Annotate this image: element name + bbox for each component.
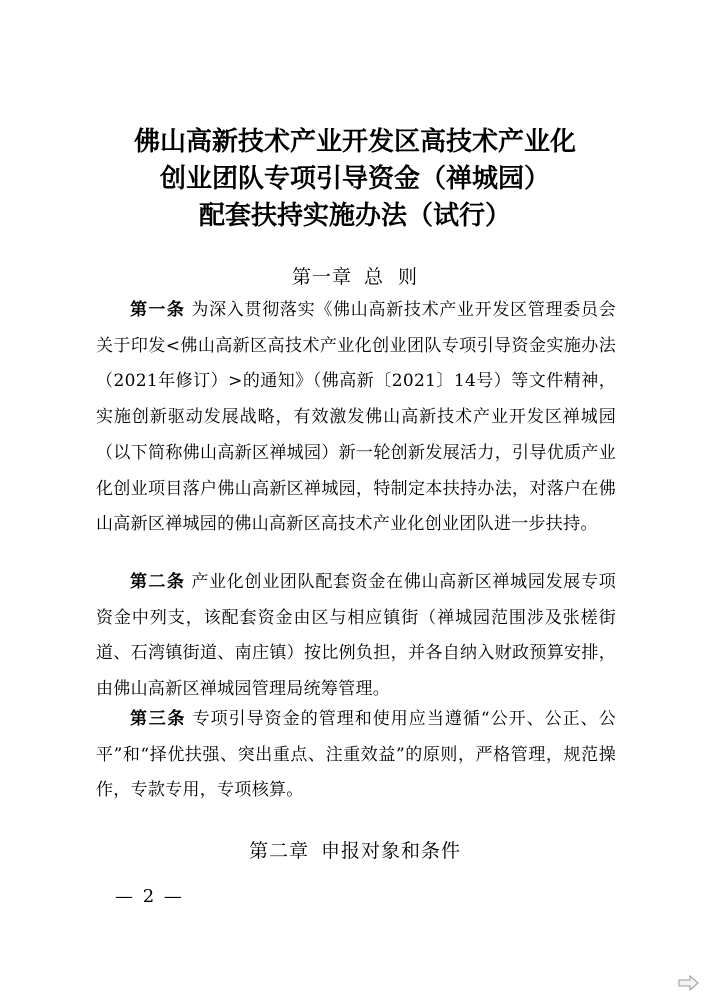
chapter-1-name: 总 则 (363, 266, 419, 288)
chapter-1-number: 第一章 (291, 266, 352, 288)
article-2-label: 第二条 (130, 572, 186, 592)
chapter-1-heading (40, 262, 670, 289)
article-3-label: 第三条 (130, 709, 187, 729)
document-title (40, 124, 670, 235)
article-1 (96, 293, 616, 543)
article-3-text: 专项引导资金的管理和使用应当遵循“公开、公正、公平”和“择优扶强、突出重点、注重效益”的原则，严格管理，规范操作，专款专用，专项核算。 (96, 709, 617, 801)
article-2 (96, 565, 616, 708)
title-line-3: 配套扶持实施办法（试行） (198, 201, 511, 231)
title-line-2: 创业团队专项引导资金（禅城园） (159, 164, 550, 194)
article-1-text: 为深入贯彻落实《佛山高新技术产业开发区管理委员会关于印发<佛山高新区高技术产业化创业团队专项引导资金实施办法（2021年修订）>的通知》（佛高新〔2021〕14号）等文件精神，实施创新驱动发展战略，有效激发佛山高新技术产业开发区禅城园（以下简称佛山高新区禅城园）新一轮创新发展活力，引导优质产业化创业项目落户佛山高新区禅城园，特制定本扶持办法，对落户在佛山高新区禅城园的佛山高新区高技术产业化创业团队进一步扶持。 (96, 300, 616, 535)
chapter-2-number: 第二章 (248, 840, 309, 862)
article-3 (96, 702, 616, 809)
chapter-2-heading (40, 836, 670, 863)
arrow-right-icon[interactable] (678, 974, 700, 992)
page-number: — 2 — (115, 886, 184, 907)
article-2-text: 产业化创业团队配套资金在佛山高新区禅城园发展专项资金中列支，该配套资金由区与相应镇街（禅城园范围涉及张槎街道、石湾镇街道、南庄镇）按比例负担，并各自纳入财政预算安排，由佛山高新区禅城园管理局统筹管理。 (96, 572, 616, 700)
title-line-1: 佛山高新技术产业开发区高技术产业化 (133, 127, 576, 157)
article-1-label: 第一条 (130, 300, 186, 320)
chapter-2-name: 申报对象和条件 (321, 840, 462, 862)
